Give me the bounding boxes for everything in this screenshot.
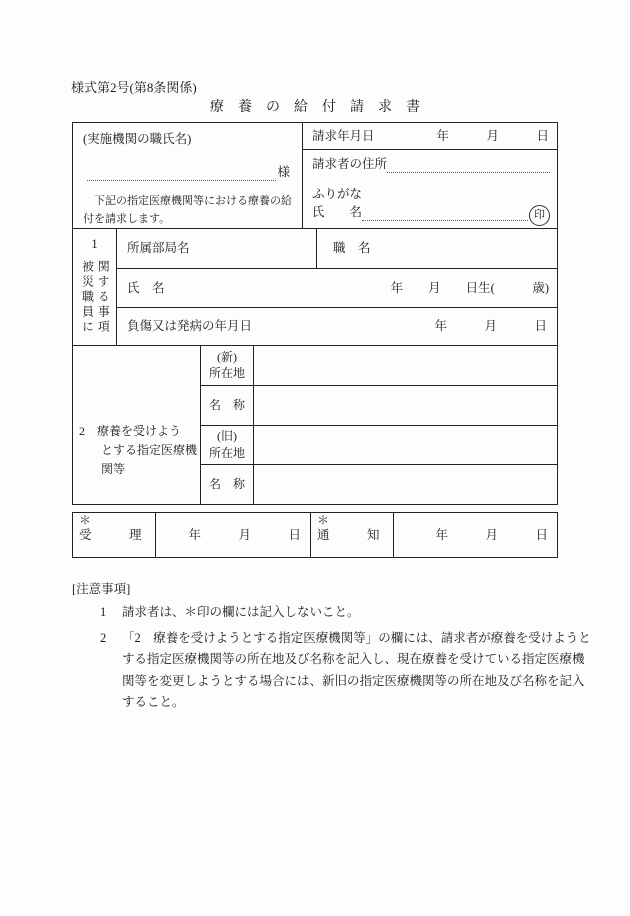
new-location-input-cell[interactable]: [254, 346, 557, 385]
notify-date-cell[interactable]: [394, 513, 557, 557]
claimant-column: [303, 123, 557, 228]
section1-number: 1: [91, 237, 98, 251]
notify-label: 通 知: [317, 528, 380, 542]
note-item-1: [72, 602, 572, 624]
section1-vertical-label-right: 関する事項: [96, 259, 111, 335]
claimant-name-fill-line[interactable]: [362, 206, 528, 221]
position-cell[interactable]: [317, 229, 557, 268]
section1-row-name[interactable]: [117, 269, 557, 308]
receipt-header-cell: [73, 513, 156, 557]
request-statement: [83, 192, 292, 228]
claim-date-label: 請求年月日: [312, 128, 375, 143]
new-name-label-cell: [201, 386, 254, 425]
section2-rows: [201, 346, 557, 504]
old-marker-label: (旧): [217, 429, 237, 444]
department-cell[interactable]: [117, 229, 317, 268]
agency-cell: [73, 123, 303, 228]
notify-header-cell: [311, 513, 394, 557]
note-2-text: [122, 628, 591, 714]
old-location-label-cell: [201, 426, 254, 465]
claimant-name-line: [312, 204, 550, 221]
old-name-input-cell[interactable]: [254, 465, 557, 504]
receipt-asterisk: ＊: [79, 513, 92, 527]
section2-header-cell: [73, 346, 201, 504]
claimant-address-line: [312, 156, 550, 173]
seal-stamp-circle[interactable]: 印: [529, 205, 550, 226]
addressee-suffix: 様: [277, 164, 290, 179]
request-statement-line1: 下記の指定医療機関等における療養の給: [83, 194, 292, 207]
claimant-address-fill-line[interactable]: [387, 158, 550, 173]
note-2-line-1: 「2 療養を受けようとする指定医療機関等」の欄には、請求者が療養を受けようと: [122, 630, 591, 645]
agency-label: (実施機関の職氏名): [83, 132, 192, 146]
section1-header-cell: [73, 229, 117, 345]
claim-date-ymd: 年 月 日: [436, 128, 549, 143]
section2-label-line2: とする指定医療機: [101, 443, 198, 458]
new-name-input-cell[interactable]: [254, 386, 557, 425]
section1-row-injury-date[interactable]: [117, 308, 557, 345]
receipt-date-ymd: 年 月 日: [188, 527, 301, 542]
section2-label-line3: 関等: [101, 462, 126, 477]
table-row: [201, 386, 557, 426]
form-number: 様式第2号(第8条関係): [71, 80, 197, 95]
section1-vertical-label-left: 被災職員に: [80, 259, 95, 335]
section1-vertical-label: [80, 260, 110, 335]
request-statement-line2: 付を請求します。: [83, 212, 171, 225]
top-box: [73, 123, 557, 229]
note-2-line-3: 関等を変更しようとする場合には、新旧の指定医療機関等の所在地及び名称を記入: [122, 673, 585, 688]
notify-asterisk: ＊: [317, 513, 330, 527]
addressee-fill-line[interactable]: [87, 166, 276, 181]
table-row: [201, 426, 557, 466]
claimant-address-label: 請求者の住所: [312, 157, 388, 171]
old-location-input-cell[interactable]: [254, 426, 557, 465]
new-location-label: 所在地: [208, 366, 245, 381]
main-table: [72, 122, 558, 505]
section2-medical-institution: [73, 346, 557, 504]
form-title: 療 養 の 給 付 請 求 書: [210, 100, 420, 115]
notes-heading: [注意事項]: [72, 582, 131, 596]
receipt-date-cell[interactable]: [156, 513, 311, 557]
department-label: 所属部局名: [127, 241, 190, 256]
section1-body: [117, 229, 557, 345]
claimant-name-label: 氏 名: [312, 204, 363, 219]
injury-date-ymd: 年 月 日: [434, 319, 547, 334]
injury-date-label: 負傷又は発病の年月日: [127, 319, 253, 334]
claimant-cell: [303, 150, 557, 228]
employee-name-label: 氏 名: [127, 280, 165, 295]
note-item-2: [72, 628, 591, 714]
old-name-label-cell: [201, 465, 254, 504]
section2-label-line1: 2 療養を受けよう: [79, 424, 182, 438]
new-location-label-cell: [201, 346, 254, 385]
note-2-line-2: する指定医療機関等の所在地及び名称を記入し、現在療養を受けている指定医療機: [122, 652, 585, 666]
section1-row-department: [117, 229, 557, 269]
birth-date-label: 年 月 日生( 歳): [390, 280, 549, 295]
notes-section: [72, 580, 591, 714]
claim-date-row: [303, 123, 557, 150]
notify-date-ymd: 年 月 日: [435, 527, 548, 542]
new-marker-label: (新): [217, 349, 237, 364]
old-location-label: 所在地: [208, 445, 245, 460]
table-row: [201, 465, 557, 504]
old-name-label: 名 称: [208, 477, 245, 492]
note-1-text: 請求者は、＊印の欄には記入しないこと。: [122, 605, 360, 619]
receipt-notify-table: [72, 512, 558, 558]
furigana-label: ふりがな: [312, 186, 363, 201]
position-label: 職 名: [333, 241, 371, 256]
table-row: [201, 346, 557, 386]
addressee-line: [87, 164, 290, 181]
note-2-line-4: すること。: [122, 695, 185, 709]
new-name-label: 名 称: [208, 397, 245, 412]
receipt-label: 受 理: [79, 528, 142, 542]
section1-injured-employee: [73, 229, 557, 346]
note-2-number: 2: [100, 630, 107, 645]
note-1-number: 1: [100, 605, 107, 619]
